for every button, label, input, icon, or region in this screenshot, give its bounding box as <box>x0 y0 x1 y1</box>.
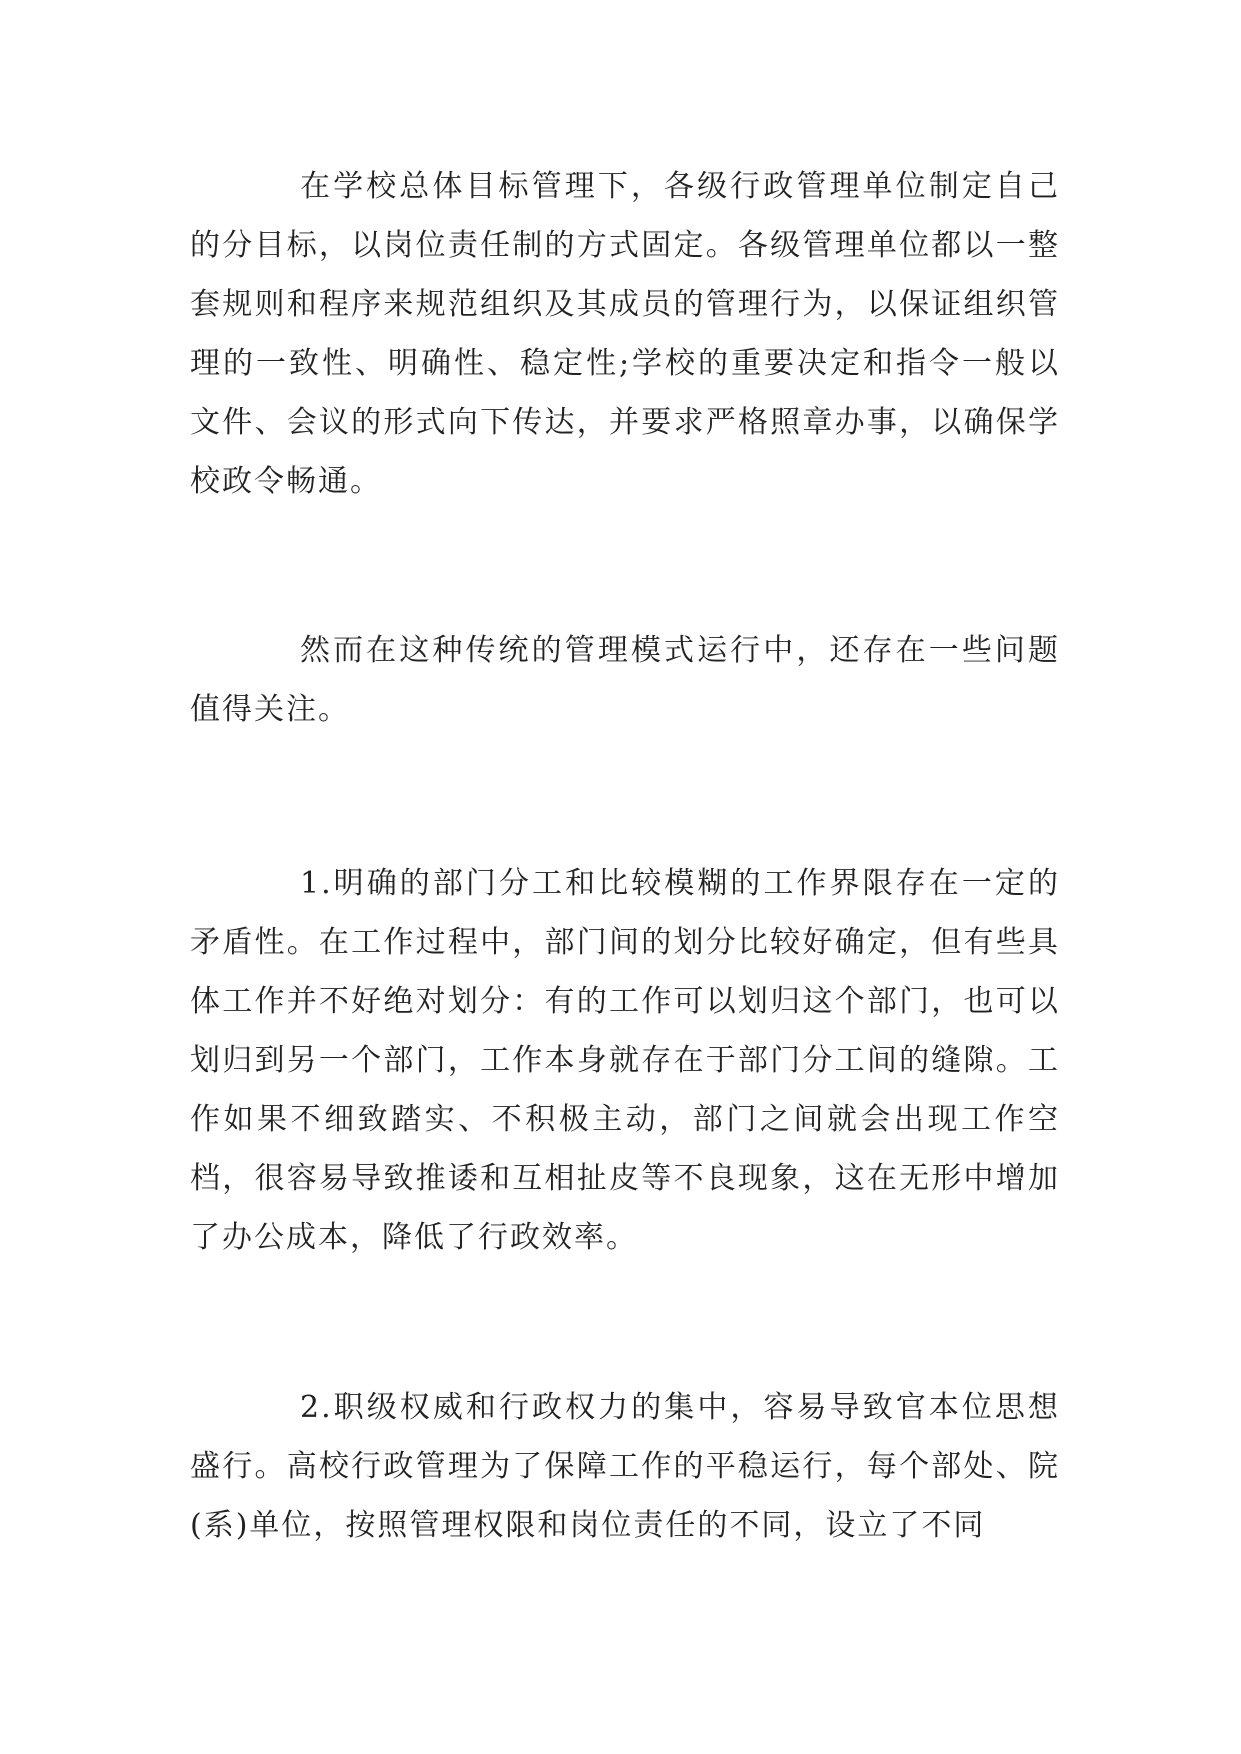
paragraph-2: 然而在这种传统的管理模式运行中，还存在一些问题值得关注。 <box>190 633 1060 727</box>
paragraph-1: 在学校总体目标管理下，各级行政管理单位制定自己的分目标，以岗位责任制的方式固定。各级管理单位都以一整套规则和程序来规范组织及其成员的管理行为，以保证组织管理的一致性、明确性、稳定性;学校的重要决定和指令一般以文件、会议的形式向下传达，并要求严格照章办事，以确保学校政令畅通。 <box>190 169 1060 499</box>
paragraph-3: 1.明确的部门分工和比较模糊的工作界限存在一定的矛盾性。在工作过程中，部门间的划分比较好确定，但有些具体工作并不好绝对划分：有的工作可以划归这个部门，也可以划归到另一个部门，工作本身就存在于部门分工间的缝隙。工作如果不细致踏实、不积极主动，部门之间就会出现工作空档，很容易导致推诿和互相扯皮等不良现象，这在无形中增加了办公成本，降低了行政效率。 <box>190 866 1060 1255</box>
paragraph-4: 2.职级权威和行政权力的集中，容易导致官本位思想盛行。高校行政管理为了保障工作的平稳运行，每个部处、院(系)单位，按照管理权限和岗位责任的不同，设立了不同 <box>190 1390 1060 1543</box>
